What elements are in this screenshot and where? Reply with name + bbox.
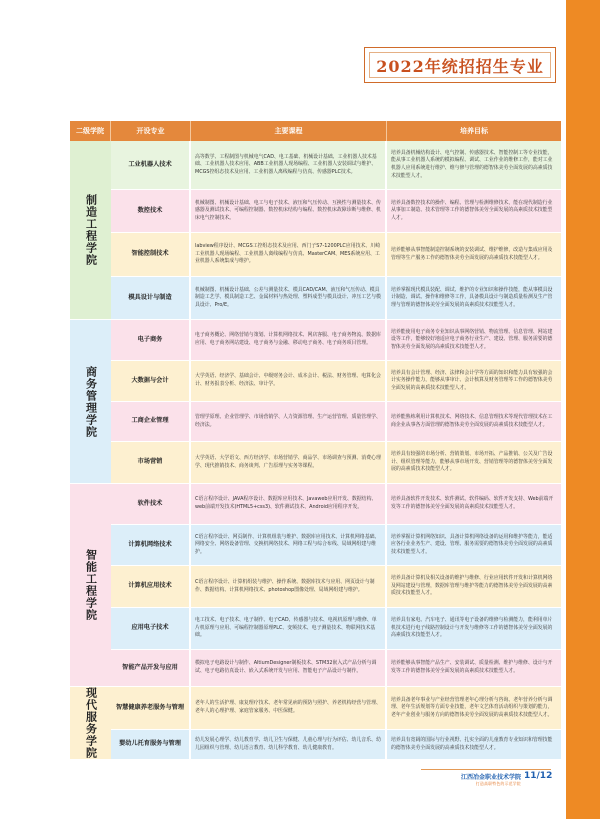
training-goal: 培养具备数控技术的操作、编程、管理与检测维修技术，能在现代制造行业从事加工制造、技术管理等工作的德智体美劳全面发展的高素质技术技能型人才。: [391, 199, 553, 221]
training-goal: 培养能够从事智能产品生产、安装调试、质量检测、维护与维修、设计与开发等工作的德智体美劳全面发展的高素质技术技能型人才。: [391, 660, 553, 674]
main-courses: C语言程序设计、计算机组装与维护、操作系统、数据库技术与应用、网页设计与制作、数据结构、计算机网络技术、photoshop图像处理、局域网组建与维护。: [195, 578, 375, 593]
college-name: 智能工程学院: [84, 549, 98, 621]
training-goal: 培养能熟练利用计算机技术、网络技术、信息管理技术等现代管理技术在工商企业从事各方面管理的德智体美劳全面发展的高素质技术技能型人才。: [391, 413, 553, 428]
training-goal: 培养具备计算机及相关设备的维护与维修、行业应用软件开发和计算机网络及网站建设与管理，数据库管理与维护等能力的德智体美劳全面发展的高素质技术技能型人才。: [391, 575, 553, 597]
major-name: 工业机器人技术: [128, 160, 172, 168]
table-row: [111, 566, 561, 608]
major-name: 大数据与会计: [131, 376, 169, 384]
training-goal: 培养具备老年事业与产业经营管理老年心理分析与咨询、老年营养分析与调理、老年生活规划等方面专业技能，老年文艺体育活动组织与策划的能力，老年产业创业与服务方向的德智体美劳全面发展的高素质技术技能型人才。: [391, 696, 553, 718]
main-courses: 老年人的生活护理、康复理疗技术、老年常见病的预防与照护、养老机构经营与管理、老年人的心理护理、家庭管家服务、中医保健。: [195, 700, 381, 714]
training-goal: 培养能使用电子商务专业知识从事网络营销、物流管理、信息管理、网站建设等工作，能够较好地适应电子商务行业生产、建设、管理、服务需要的德智体美劳全面发展的高素质技术技能型人才。: [391, 328, 553, 350]
table-row: [111, 484, 561, 525]
header-major: 开设专业: [111, 121, 191, 141]
training-goal: 培养具备软件开发技术、软件测试、软件编码、软件开发支持、Web前端开发等工作的德智体美劳全面发展的高素质技术技能型人才。: [391, 496, 554, 510]
table-row: [111, 442, 561, 484]
page-title: 2022年统招招生专业: [376, 56, 544, 76]
main-courses: 大学英语、大学语文、西方经济学、市场营销学、商品学、市场调查与预测、消费心理学、现代推销技术、商务谈判、广告原理与实务等课程。: [195, 454, 381, 469]
major-name: 应用电子技术: [131, 624, 169, 632]
major-name: 电子商务: [137, 335, 163, 343]
major-name: 模具设计与制造: [128, 293, 172, 301]
main-courses: 管理学原理、企业管理学、市场营销学、人力资源管理、生产运营管理、质量管理学、经济法。: [195, 413, 381, 428]
table-row: [111, 320, 561, 361]
training-goal: 培养具有会计管理、经济、法律和会计学等方面的知识和能力具有较强的会计实务操作能力，能够从事审计、会计核算及财务管理等工作的德智体美劳全面发展的高素质技术技能型人才。: [391, 369, 553, 391]
table-row: [111, 233, 561, 277]
training-goal: 培养具有宽阔的国际与行业视野、扎实全面的儿童教育专业知识和管理技能的德智体美劳全面发展的高素质技术技能型人才。: [391, 736, 553, 751]
footer-divider: [421, 769, 551, 770]
training-goal: 培养具有家电、汽车电子、通讯等电子设备的维修与检测能力，能利用单片机技术进行电子线路控制设计与开发与维修等工作的德智体美劳全面发展的高素质技术技能型人才。: [391, 617, 553, 639]
main-courses: 机械制图、机械设计基础、公差与测量技术、模具CAD/CAM、液压和气压传动、模具制造工艺学、模具制造工艺、金属材料与热处理、塑料成型与模具设计、冲压工艺与模具设计、Pro/E。: [195, 286, 381, 308]
table-row: [111, 141, 561, 190]
majors-table: [70, 121, 561, 759]
training-goal: 培养具备机械结构设计、电气控制、传感器技术、智能控制工等专业技能，能从事工业机器人系统的模拟编程、调试、工业作业的维修工作，能对工业机器人应用系统进行维护、维与修与管理的德智体美劳全面发展的高素质技术技能型人才。: [391, 149, 553, 179]
header-courses: 主要课程: [191, 121, 387, 141]
college-name: 现代服务学院: [84, 687, 98, 759]
table-header: [70, 121, 561, 141]
table-row: [111, 650, 561, 687]
college-cell: [70, 141, 111, 320]
footer-slogan: 打造高职特色的示范学院: [475, 781, 521, 786]
main-courses: C语言程序设计、网页制作、计算机组装与维护、数据库应用技术、计算机网络基础、网络安全、网络设备管理、交换机网络技术、网络工程与综合布线、局域网组建与维护。: [195, 533, 380, 555]
header-goals: 培养目标: [460, 127, 488, 135]
table-row: [111, 525, 561, 566]
major-name: 工商企业管理: [131, 417, 169, 425]
college-cell: [70, 484, 111, 687]
major-name: 婴幼儿托育服务与管理: [119, 740, 181, 748]
training-goal: 培养能够从事智能制造控制系统的安装调试、维护维修，改造与集成应用及管理等生产服务工作的德智体美劳全面发展的高素质技术技能型人才。: [391, 246, 553, 261]
major-name: 智慧健康养老服务与管理: [115, 703, 185, 711]
main-courses: 电子商务概论、网络营销与策划、计算机网络技术、网店客服、电子商务物流、数据库应用、电子商务网站建设、电子商务与金融、移动电子商务、电子商务项目管理。: [195, 332, 381, 346]
college-cell: [70, 320, 111, 484]
table-row: [111, 730, 561, 760]
table-row: [111, 687, 561, 730]
main-courses: 电工技术、电子技术、电子制作、电子CAD、传感器与技术、电视机原理与维修、单片机原理与应用、可编程控制器原理PLC、变频技术、电子测量技术、物联网技术基础。: [195, 617, 377, 639]
major-name: 数控技术: [137, 206, 163, 214]
header-title-box: [364, 47, 556, 83]
main-courses: 幼儿发展心理学、幼儿教育学、幼儿卫生与保健、儿童心理与行为评估、幼儿音乐、幼儿园组织与管理、幼儿语言教育、幼儿科学教育、幼儿健康教育。: [195, 736, 381, 751]
table-row: [111, 277, 561, 320]
training-goal: 培养具有较强的市场分析、营销策划、市场开拓、产品推销、公关及广告设计、组织管理等能力，能够从事市场开发、营销管理等的德智体美劳全面发展的高素质技术技能型人才。: [391, 451, 553, 473]
main-courses: 大学英语、经济学、基础会计、中级财务会计、成本会计、税法、财务管理、电算化会计、财务报表分析、经济法、审计学。: [195, 373, 381, 387]
training-goal: 培养掌握现代模具装配、调试、维护的专业知识和操作技能，能从事模具设计制造、调试、操作和维修等工作，具备模具设计与制造质量检测及生产管理与管理的德智体美劳全面发展的高素质技术技能型人才。: [391, 286, 553, 308]
major-name: 计算机网络技术: [128, 540, 172, 548]
major-name: 计算机应用技术: [128, 582, 172, 590]
table-row: [111, 361, 561, 402]
table-row: [111, 402, 561, 442]
college-name: 制造工程学院: [84, 194, 98, 266]
college-cell: [70, 687, 111, 760]
table-row: [111, 190, 561, 233]
major-name: 市场营销: [137, 458, 163, 466]
main-courses: 高等数学、工程制图与机械电气CAD、电工基础、机械设计基础、工业机器人技术基础、工业机器人技术应用、ABB工业机器人现场编程、工业机器人安装调试与维护、MCGS控组态技术及应用、工业机器人离线编程与仿真、传感器PLC技术。: [195, 153, 377, 175]
major-name: 智能控制技术: [131, 250, 169, 258]
page-number: 11/12: [524, 771, 553, 781]
side-accent-strip: [566, 0, 600, 819]
table-row: [111, 608, 561, 650]
main-courses: labview程序设计、MCGS工控组态技术及应用、西门子S7-1200PLC应用技术、川崎工业机器人现场编程、工业机器人离线编程与仿真、MasterCAM、MES系统应用、工业机器人系统集成与维护。: [195, 243, 381, 265]
footer-school-name: 江西冶金职业技术学院: [460, 774, 521, 781]
major-name: 智能产品开发与应用: [122, 663, 178, 671]
training-goal: 培养掌握计算机网络知识、具备计算机网络设备的运用和维护等能力，能适应各行业业务生产、建设、管理、服务需要的德智体美劳全面发展的高素质技术技能型人才。: [391, 533, 553, 555]
main-courses: 机械制图、机械设计基础、电工与电子技术、液压和气压传动、互换性与测量技术、传感器及测试技术、可编程控制器、数控机床结构与编程、数控机床故障诊断与维修、机床电气控制技术。: [195, 199, 381, 221]
major-name: 软件技术: [137, 499, 163, 507]
college-name: 商务管理学院: [84, 365, 98, 438]
main-courses: C语言程序设计、JAVA程序设计、数据库应用技术、Javaweb应用开发、数据结构、web前端开发技术(HTML5+css3)、软件测试技术、Android应用程序开发。: [195, 496, 377, 510]
header-college: 二级学院: [70, 121, 111, 141]
main-courses: 模拟电子电路设计与制作、AltiumDesigner制板技术、STM32嵌入式产品分析与调试、电子电路仿真设计、嵌入式系统开发与应用、智能电子产品设计与制作。: [195, 660, 377, 674]
